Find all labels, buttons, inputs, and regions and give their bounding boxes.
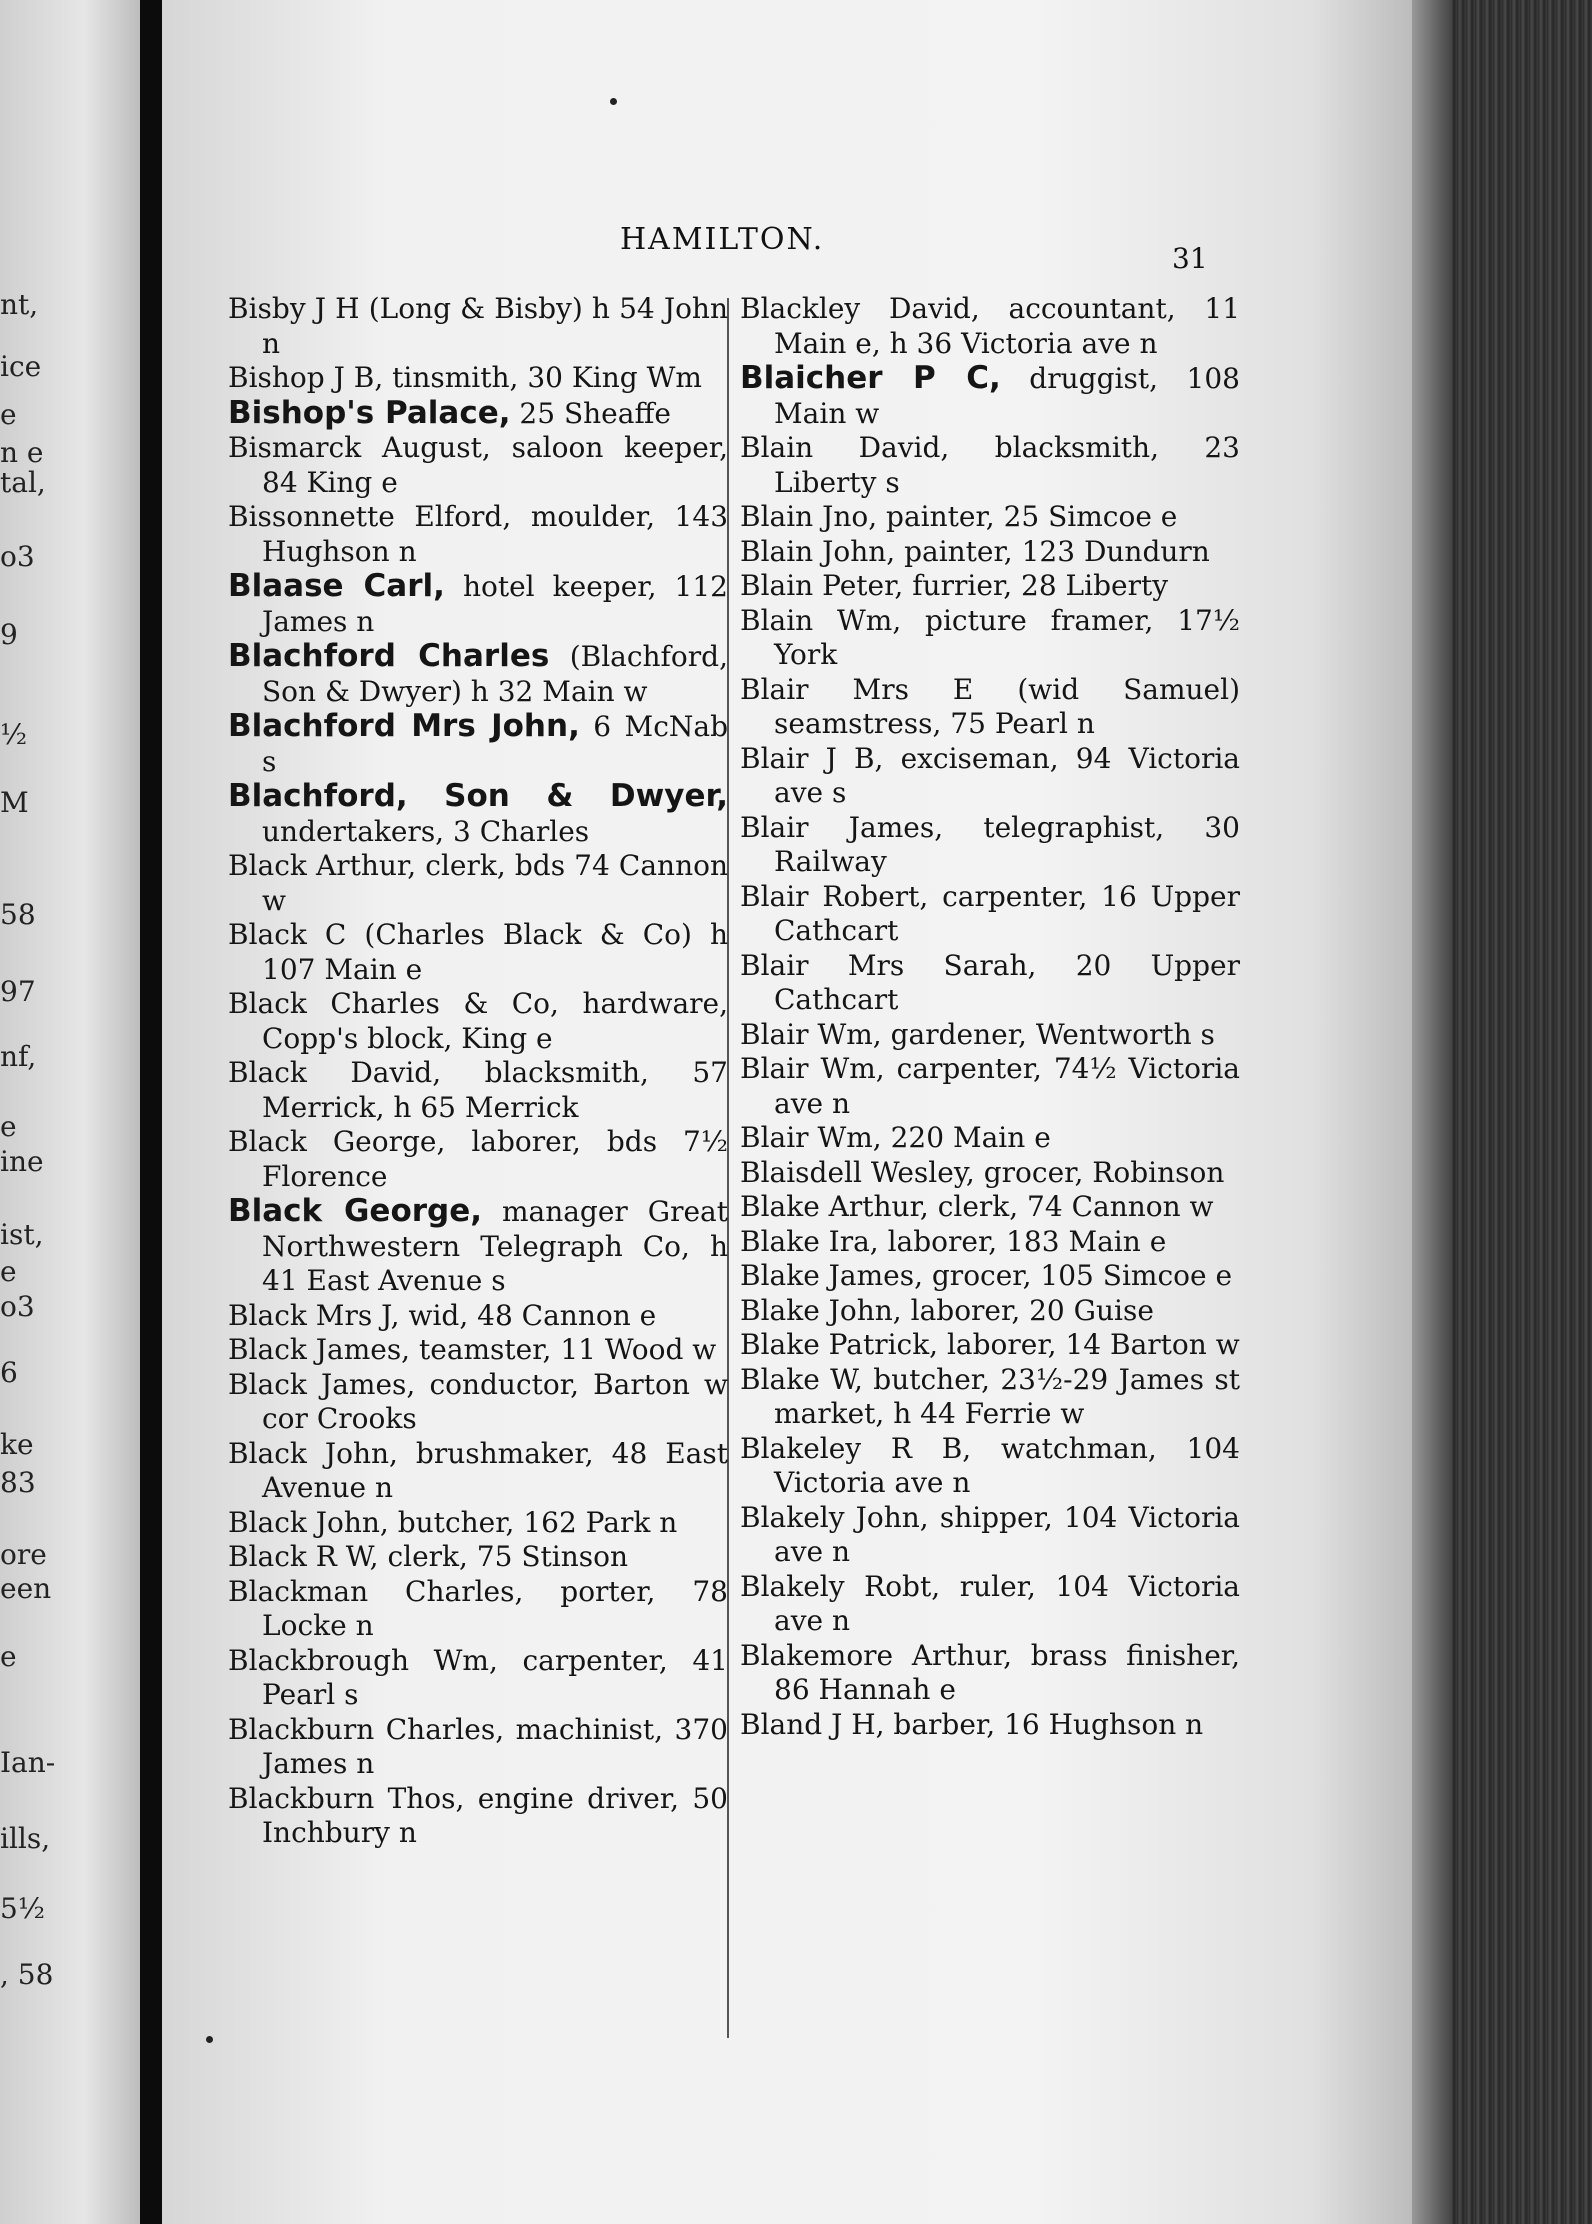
- facing-page-fragment: tal,: [0, 466, 46, 499]
- facing-page-fragment: ½: [0, 718, 28, 751]
- entry-details: shipper, 104 Victoria ave n: [774, 1500, 1240, 1568]
- entry-details: painter, 25 Simcoe e: [877, 500, 1178, 533]
- entry-name: Blackburn Charles,: [228, 1712, 505, 1746]
- facing-page-fragment: e: [0, 1255, 17, 1288]
- entry-name: Black James,: [228, 1367, 416, 1401]
- entry-details: painter, 123 Dundurn: [895, 534, 1210, 568]
- entry-name: Bisby J H: [228, 292, 360, 325]
- directory-entry: [228, 987, 728, 1056]
- directory-entry: [740, 949, 1240, 1018]
- directory-entry: [740, 500, 1240, 535]
- directory-entry: [740, 1121, 1240, 1156]
- entry-details: hardware, Copp's block, King e: [262, 987, 728, 1055]
- entry-details: telegraphist, 30 Railway: [774, 810, 1240, 878]
- entry-details: druggist, 108 Main w: [774, 362, 1240, 430]
- facing-page-fragment: 58: [0, 898, 36, 931]
- directory-entry: [228, 1299, 728, 1334]
- entry-details: brass finisher, 86 Hannah e: [774, 1638, 1240, 1706]
- entry-name: Blair Wm,: [740, 1121, 882, 1154]
- entry-details: (wid Samuel) seamstress, 75 Pearl n: [774, 672, 1240, 740]
- directory-entry: [228, 431, 728, 500]
- entry-details: saloon keeper, 84 King e: [262, 431, 728, 499]
- entry-name: Black David,: [228, 1056, 442, 1089]
- facing-page-fragment: e: [0, 398, 17, 431]
- directory-entry: [228, 396, 728, 432]
- directory-entry: [740, 1328, 1240, 1363]
- entry-name: Bissonnette Elford,: [228, 500, 512, 533]
- entry-details: teamster, 11 Wood w: [410, 1333, 717, 1366]
- entry-name: Blackley David,: [740, 292, 980, 325]
- right-column: [740, 292, 1240, 1742]
- entry-name: Blachford Mrs John,: [228, 708, 580, 744]
- facing-page-fragment: 9: [0, 618, 18, 651]
- entry-name: Blakely Robt,: [740, 1569, 941, 1603]
- directory-entry: [740, 361, 1240, 431]
- entry-name: Blakely John,: [740, 1500, 929, 1534]
- entry-name: Blair Mrs E: [740, 672, 974, 706]
- facing-page-fragment: 5½: [0, 1892, 45, 1925]
- facing-page-fragment: e: [0, 1110, 17, 1143]
- entry-name: Blair J B,: [740, 741, 884, 775]
- entry-details: 20 Upper Cathcart: [774, 948, 1240, 1016]
- facing-page-fragment: Ian-: [0, 1746, 56, 1779]
- facing-page-fragment: ills,: [0, 1822, 51, 1855]
- facing-page-fragment: ore: [0, 1538, 47, 1571]
- entry-details: laborer, bds 7½ Florence: [262, 1125, 728, 1193]
- entry-name: Blain John,: [740, 534, 896, 568]
- entry-details: laborer, 14 Barton w: [938, 1328, 1240, 1361]
- directory-entry: [228, 500, 728, 569]
- entry-details: laborer, 20 Guise: [901, 1293, 1154, 1327]
- entry-details: clerk, bds 74 Cannon w: [262, 849, 729, 917]
- entry-details: butcher, 23½-29 James st market, h 44 Ferrie w: [774, 1362, 1240, 1430]
- entry-details: conductor, Barton w cor Crooks: [262, 1367, 728, 1435]
- entry-details: 25 Sheaffe: [510, 396, 671, 430]
- directory-entry: [228, 849, 728, 918]
- directory-entry: [228, 569, 728, 639]
- directory-entry: [228, 1333, 728, 1368]
- entry-name: Blair Wm,: [740, 1052, 885, 1085]
- directory-entry: [228, 292, 728, 361]
- facing-page-fragment: 6: [0, 1356, 18, 1389]
- entry-name: Black John,: [228, 1436, 398, 1470]
- entry-details: 220 Main e: [881, 1121, 1051, 1154]
- directory-entry: [228, 709, 728, 779]
- entry-name: Black Charles & Co,: [228, 987, 559, 1020]
- directory-entry: [740, 1018, 1240, 1053]
- entry-details: watchman, 104 Victoria ave n: [774, 1431, 1240, 1499]
- entry-details: (Charles Black & Co) h 107 Main e: [262, 918, 729, 986]
- directory-entry: [740, 1259, 1240, 1294]
- entry-details: carpenter, 16 Upper Cathcart: [774, 879, 1240, 947]
- entry-details: moulder, 143 Hughson n: [262, 500, 729, 568]
- entry-name: Blake W,: [740, 1362, 863, 1396]
- entry-details: blacksmith, 57 Merrick, h 65 Merrick: [262, 1056, 728, 1124]
- entry-details: undertakers, 3 Charles: [262, 814, 590, 848]
- entry-name: Blakemore Arthur,: [740, 1638, 1012, 1672]
- entry-name: Blachford, Son & Dwyer,: [228, 778, 728, 814]
- facing-page-fragment: ine: [0, 1145, 44, 1178]
- page-number: 31: [1172, 242, 1208, 275]
- entry-name: Blake Patrick,: [740, 1328, 939, 1361]
- entry-details: furrier, 28 Liberty: [903, 569, 1169, 602]
- entry-details: wid, 48 Cannon e: [399, 1298, 657, 1332]
- directory-entry: [740, 1501, 1240, 1570]
- entry-name: Bismarck August,: [228, 431, 491, 464]
- entry-name: Blakeley R B,: [740, 1431, 972, 1465]
- entry-name: Blair James,: [740, 810, 944, 844]
- facing-page-fragment: o3: [0, 540, 35, 573]
- entry-details: manager Great Northwestern Telegraph Co, h 41 East Avenue s: [262, 1195, 728, 1297]
- directory-entry: [740, 1190, 1240, 1225]
- entry-details: grocer, Robinson: [974, 1155, 1225, 1189]
- entry-name: Black Mrs J,: [228, 1298, 400, 1332]
- entry-details: picture framer, 17½ York: [774, 603, 1240, 671]
- entry-name: Bishop J B,: [228, 361, 384, 394]
- directory-entry: [740, 1225, 1240, 1260]
- page-title: HAMILTON.: [620, 222, 825, 257]
- entry-name: Blair Wm,: [740, 1017, 882, 1051]
- entry-name: Bland J H,: [740, 1707, 885, 1741]
- entry-name: Blachford Charles: [228, 638, 550, 674]
- facing-page-fragment: 83: [0, 1466, 36, 1499]
- directory-entry: [228, 1194, 728, 1299]
- facing-page-fragment: ke: [0, 1428, 34, 1461]
- entry-name: Blair Mrs Sarah,: [740, 948, 1037, 982]
- entry-details: carpenter, 74½ Victoria ave n: [774, 1052, 1240, 1120]
- entry-name: Black C: [228, 918, 347, 951]
- directory-entry: [740, 880, 1240, 949]
- directory-entry: [228, 639, 728, 709]
- entry-name: Blackburn Thos,: [228, 1781, 465, 1815]
- entry-name: Blake Ira,: [740, 1224, 879, 1258]
- directory-entry: [228, 1540, 728, 1575]
- entry-name: Blair Robert,: [740, 879, 929, 913]
- entry-details: butcher, 162 Park n: [388, 1505, 678, 1539]
- entry-details: porter, 78 Locke n: [262, 1574, 728, 1642]
- directory-entry: [228, 1056, 728, 1125]
- directory-entry: [740, 742, 1240, 811]
- directory-entry: [228, 1437, 728, 1506]
- entry-name: Blake Arthur,: [740, 1190, 929, 1223]
- entry-details: carpenter, 41 Pearl s: [262, 1643, 728, 1711]
- entry-name: Black George,: [228, 1193, 483, 1229]
- entry-details: clerk, 75 Stinson: [378, 1540, 629, 1573]
- entry-name: Blackman Charles,: [228, 1574, 524, 1608]
- entry-name: Black Arthur,: [228, 849, 417, 882]
- directory-entry: [740, 292, 1240, 361]
- directory-entry: [740, 431, 1240, 500]
- book-gutter: [140, 0, 162, 2224]
- entry-details: (Blachford, Son & Dwyer) h 32 Main w: [262, 640, 728, 708]
- entry-details: hotel keeper, 112 James n: [262, 570, 728, 638]
- directory-entry: [740, 1052, 1240, 1121]
- facing-page-fragment: een: [0, 1572, 52, 1605]
- entry-details: 6 McNab s: [262, 710, 728, 778]
- entry-details: barber, 16 Hughson n: [884, 1707, 1204, 1741]
- speck: [610, 98, 617, 105]
- entry-details: brushmaker, 48 East Avenue n: [262, 1436, 728, 1504]
- entry-name: Black James,: [228, 1333, 411, 1366]
- entry-name: Blain Peter,: [740, 569, 904, 602]
- entry-name: Blain Jno,: [740, 500, 878, 533]
- directory-entry: [740, 1432, 1240, 1501]
- entry-name: Blake James,: [740, 1259, 923, 1292]
- facing-page-fragment: o3: [0, 1290, 35, 1323]
- entry-details: tinsmith, 30 King Wm: [383, 361, 702, 394]
- entry-details: engine driver, 50 Inchbury n: [262, 1781, 728, 1849]
- facing-page-fragment: e: [0, 1640, 17, 1673]
- entry-name: Blaicher P C,: [740, 360, 1001, 396]
- entry-name: Bishop's Palace,: [228, 394, 511, 431]
- facing-page-edge: [0, 0, 140, 2224]
- directory-entry: [740, 1570, 1240, 1639]
- facing-page-fragment: M: [0, 786, 29, 819]
- entry-name: Black John,: [228, 1505, 389, 1539]
- entry-details: gardener, Wentworth s: [881, 1017, 1215, 1051]
- directory-entry: [228, 1713, 728, 1782]
- directory-entry: [228, 1782, 728, 1851]
- entry-details: (Long & Bisby) h 54 John n: [262, 292, 728, 360]
- left-column: [228, 292, 728, 1851]
- speck: [206, 2036, 213, 2043]
- entry-name: Blain Wm,: [740, 603, 902, 637]
- entry-name: Blackbrough Wm,: [228, 1643, 498, 1677]
- entry-details: machinist, 370 James n: [262, 1712, 728, 1780]
- entry-details: laborer, 183 Main e: [878, 1224, 1167, 1258]
- entry-name: Blaisdell Wesley,: [740, 1155, 975, 1189]
- directory-entry: [740, 569, 1240, 604]
- facing-page-fragment: 97: [0, 975, 36, 1008]
- page-edges: [1412, 0, 1592, 2224]
- directory-entry: [740, 1639, 1240, 1708]
- directory-entry: [740, 811, 1240, 880]
- directory-entry: [228, 1575, 728, 1644]
- directory-entry: [740, 604, 1240, 673]
- entry-details: clerk, 74 Cannon w: [928, 1190, 1214, 1223]
- directory-entry: [740, 535, 1240, 570]
- directory-entry: [228, 918, 728, 987]
- directory-entry: [228, 779, 728, 849]
- directory-entry: [740, 1294, 1240, 1329]
- entry-details: accountant, 11 Main e, h 36 Victoria ave n: [774, 292, 1241, 360]
- facing-page-fragment: ice: [0, 350, 42, 383]
- entry-name: Black R W,: [228, 1540, 379, 1573]
- entry-name: Black George,: [228, 1125, 446, 1158]
- directory-entry: [740, 673, 1240, 742]
- facing-page-fragment: n e: [0, 436, 44, 469]
- directory-entry: [740, 1156, 1240, 1191]
- directory-entry: [740, 1708, 1240, 1743]
- facing-page-fragment: , 58: [0, 1958, 54, 1991]
- directory-entry: [228, 1644, 728, 1713]
- facing-page-fragment: nt,: [0, 288, 39, 321]
- entry-details: exciseman, 94 Victoria ave s: [774, 741, 1241, 809]
- directory-entry: [228, 1125, 728, 1194]
- facing-page-fragment: nf,: [0, 1040, 37, 1073]
- directory-entry: [228, 361, 728, 396]
- entry-details: blacksmith, 23 Liberty s: [774, 431, 1240, 499]
- entry-name: Blain David,: [740, 431, 950, 464]
- entry-name: Blake John,: [740, 1293, 902, 1327]
- entry-details: ruler, 104 Victoria ave n: [774, 1569, 1240, 1637]
- entry-name: Blaase Carl,: [228, 568, 445, 604]
- entry-details: grocer, 105 Simcoe e: [922, 1259, 1233, 1292]
- facing-page-fragment: ist,: [0, 1218, 44, 1251]
- directory-entry: [228, 1506, 728, 1541]
- directory-entry: [740, 1363, 1240, 1432]
- directory-entry: [228, 1368, 728, 1437]
